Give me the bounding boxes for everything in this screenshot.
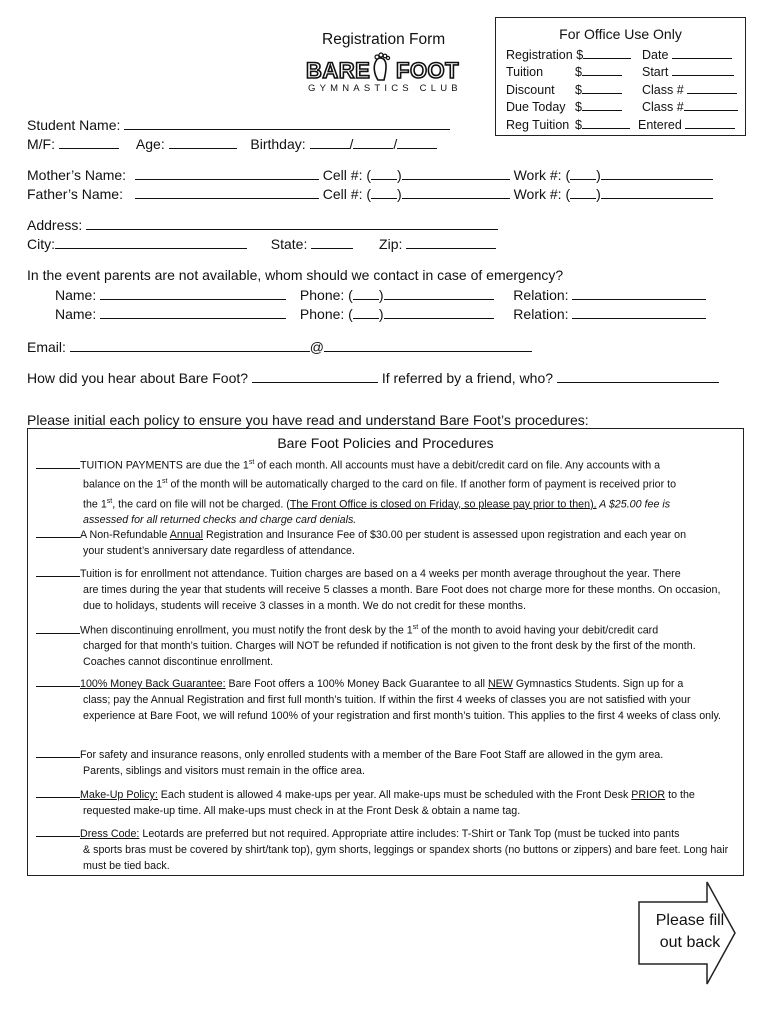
mother-cell-area-field[interactable] xyxy=(371,166,397,180)
office-row-class-1: Class # xyxy=(642,80,737,97)
policy-safety-insurance: For safety and insurance reasons, only enrolled students with a member of the Bare Foot Staff are allowed in the gym area. Parents, siblings and visitors must remain in the office area. xyxy=(36,746,736,780)
emergency-contact-row-2: Name: Phone: ( ) Relation: xyxy=(55,305,706,322)
emergency-contact-row-1: Name: Phone: ( ) Relation: xyxy=(55,286,706,303)
initial-field-3[interactable] xyxy=(36,565,80,577)
initial-field-4[interactable] xyxy=(36,622,80,634)
student-name-field[interactable] xyxy=(124,116,450,130)
bare-foot-logo xyxy=(306,56,466,96)
mother-name-field[interactable] xyxy=(135,166,319,180)
policy-annual-registration: A Non-Refundable Annual Registration and Insurance Fee of $30.00 per student is assessed upon registration and each year on your student’s anniversary date regardless of attendance. xyxy=(36,526,736,560)
logo-subtitle: GYMNASTICS CLUB xyxy=(308,83,462,94)
father-cell-area-field[interactable] xyxy=(371,185,397,199)
father-cell-field[interactable] xyxy=(402,185,510,199)
logo-word-bare: BARE xyxy=(306,58,371,83)
policy-money-back-guarantee: 100% Money Back Guarantee: Bare Foot offers a 100% Money Back Guarantee to all NEW Gymnastics Students. Sign up for a class; pay the Annual Registration and first full month’s tuition. If within the first 4 weeks of classes you are not satisfied with your experience at Bare Foot, we will refund 100% of your registration and first month’s tuition. This applies to the first 4 weeks of class only. xyxy=(36,675,736,724)
office-registration-field[interactable] xyxy=(583,45,631,59)
zip-field[interactable] xyxy=(406,235,496,249)
policies-title: Bare Foot Policies and Procedures xyxy=(277,435,494,451)
policy-dress-code: Dress Code: Leotards are preferred but not required. Appropriate attire includes: T-Shirt or Tank Top (must be tucked into pants & sports bras must be covered by shirt/tank top), gym shorts, leggings or spandex shorts (no buttons or zippers) and bare feet. Long hair must be tied back. xyxy=(36,825,736,874)
birthday-day-field[interactable] xyxy=(353,135,393,149)
policies-box xyxy=(27,428,744,876)
office-use-box xyxy=(495,17,746,136)
initial-field-6[interactable] xyxy=(36,746,80,758)
office-start-field[interactable] xyxy=(672,62,734,76)
address-row: Address: xyxy=(27,216,498,233)
father-name-field[interactable] xyxy=(135,185,319,199)
policies-intro: Please initial each policy to ensure you have read and understand Bare Foot’s procedures: xyxy=(27,412,589,428)
referred-by-field[interactable] xyxy=(557,369,719,383)
office-row-tuition: Tuition $ xyxy=(506,62,622,79)
father-work-area-field[interactable] xyxy=(570,185,596,199)
initial-field-1[interactable] xyxy=(36,457,80,469)
initial-field-8[interactable] xyxy=(36,825,80,837)
office-class-field-2[interactable] xyxy=(684,97,738,111)
policy-make-up: Make-Up Policy: Each student is allowed 4 make-ups per year. All make-ups must be scheduled with the Front Desk PRIOR to the requested make-up time. All make-ups must check in at the Front Desk & obtain a name tag. xyxy=(36,786,736,820)
office-entered-field[interactable] xyxy=(685,115,735,129)
please-fill-out-back-note: Please fill out back xyxy=(655,912,725,951)
student-details-row: M/F: Age: Birthday: / / xyxy=(27,135,437,152)
father-row: Father’s Name: Cell #: ( ) Work #: ( ) xyxy=(27,185,713,202)
initial-field-7[interactable] xyxy=(36,786,80,798)
emergency-phone-field-1[interactable] xyxy=(384,286,494,300)
email-user-field[interactable] xyxy=(70,338,310,352)
office-row-date: Date xyxy=(642,45,732,62)
mother-work-area-field[interactable] xyxy=(570,166,596,180)
office-discount-field[interactable] xyxy=(582,80,622,94)
office-row-entered: Entered xyxy=(638,115,735,132)
foot-icon xyxy=(370,52,396,82)
email-domain-field[interactable] xyxy=(324,338,532,352)
mother-work-field[interactable] xyxy=(601,166,713,180)
father-work-field[interactable] xyxy=(601,185,713,199)
emergency-relation-field-1[interactable] xyxy=(572,286,706,300)
office-due-today-field[interactable] xyxy=(582,97,622,111)
birthday-month-field[interactable] xyxy=(310,135,350,149)
office-reg-tuition-field[interactable] xyxy=(582,115,630,129)
initial-field-2[interactable] xyxy=(36,526,80,538)
emergency-name-field-2[interactable] xyxy=(100,305,286,319)
hear-about-field[interactable] xyxy=(252,369,378,383)
mother-row: Mother’s Name: Cell #: ( ) Work #: ( ) xyxy=(27,166,713,183)
office-row-start: Start xyxy=(642,62,734,79)
policy-tuition-payments: TUITION PAYMENTS are due the 1st of each month. All accounts must have a debit/credit card on file. Any accounts with a balance on the 1st of the month will be automatically charged to the card on file. If another form of payment is received prior to the 1st, the card on file will not be charged. (The Front Office is closed on Friday, so please pay prior to then). A $25.00 fee is assessed for all returned checks and charge card denials. xyxy=(36,455,736,529)
office-row-reg-tuition: Reg Tuition $ xyxy=(506,115,630,132)
state-field[interactable] xyxy=(311,235,353,249)
gender-field[interactable] xyxy=(59,135,119,149)
policy-discontinuing-enrollment: When discontinuing enrollment, you must notify the front desk by the 1st of the month to avoid having your debit/credit card charged for that month’s tuition. Charges will NOT be refunded if notification is not given to the front desk by the first of the month. Coaches cannot discontinue enrollment. xyxy=(36,620,736,671)
office-row-class-2: Class # xyxy=(642,97,738,114)
logo-word-foot: FOOT xyxy=(396,58,460,83)
emergency-phone-area-field-1[interactable] xyxy=(353,286,379,300)
age-field[interactable] xyxy=(169,135,237,149)
office-title: For Office Use Only xyxy=(559,26,682,42)
address-field[interactable] xyxy=(86,216,498,230)
policy-tuition-enrollment: Tuition is for enrollment not attendance. Tuition charges are based on a 4 weeks per month average throughout the year. There are times during the year that students will receive 5 classes a month. Bare Foot does not charge more for these months. On occasion, due to holidays, students will receive 3 classes in a month. We do not credit for these months. xyxy=(36,565,736,614)
office-row-registration: Registration $ xyxy=(506,45,631,62)
emergency-name-field-1[interactable] xyxy=(100,286,286,300)
emergency-relation-field-2[interactable] xyxy=(572,305,706,319)
office-class-field-1[interactable] xyxy=(687,80,737,94)
office-tuition-field[interactable] xyxy=(582,62,622,76)
emergency-phone-area-field-2[interactable] xyxy=(353,305,379,319)
office-date-field[interactable] xyxy=(672,45,732,59)
mother-cell-field[interactable] xyxy=(402,166,510,180)
office-row-due-today: Due Today $ xyxy=(506,97,622,114)
form-title: Registration Form xyxy=(322,31,446,48)
birthday-year-field[interactable] xyxy=(397,135,437,149)
initial-field-5[interactable] xyxy=(36,675,80,687)
referral-row: How did you hear about Bare Foot? If referred by a friend, who? xyxy=(27,369,719,386)
city-state-zip-row: City: State: Zip: xyxy=(27,235,496,252)
city-field[interactable] xyxy=(55,235,247,249)
office-row-discount: Discount $ xyxy=(506,80,622,97)
email-row: Email: @ xyxy=(27,338,532,355)
student-name-row: Student Name: xyxy=(27,116,450,133)
emergency-phone-field-2[interactable] xyxy=(384,305,494,319)
emergency-question: In the event parents are not available, whom should we contact in case of emergency? xyxy=(27,267,564,283)
